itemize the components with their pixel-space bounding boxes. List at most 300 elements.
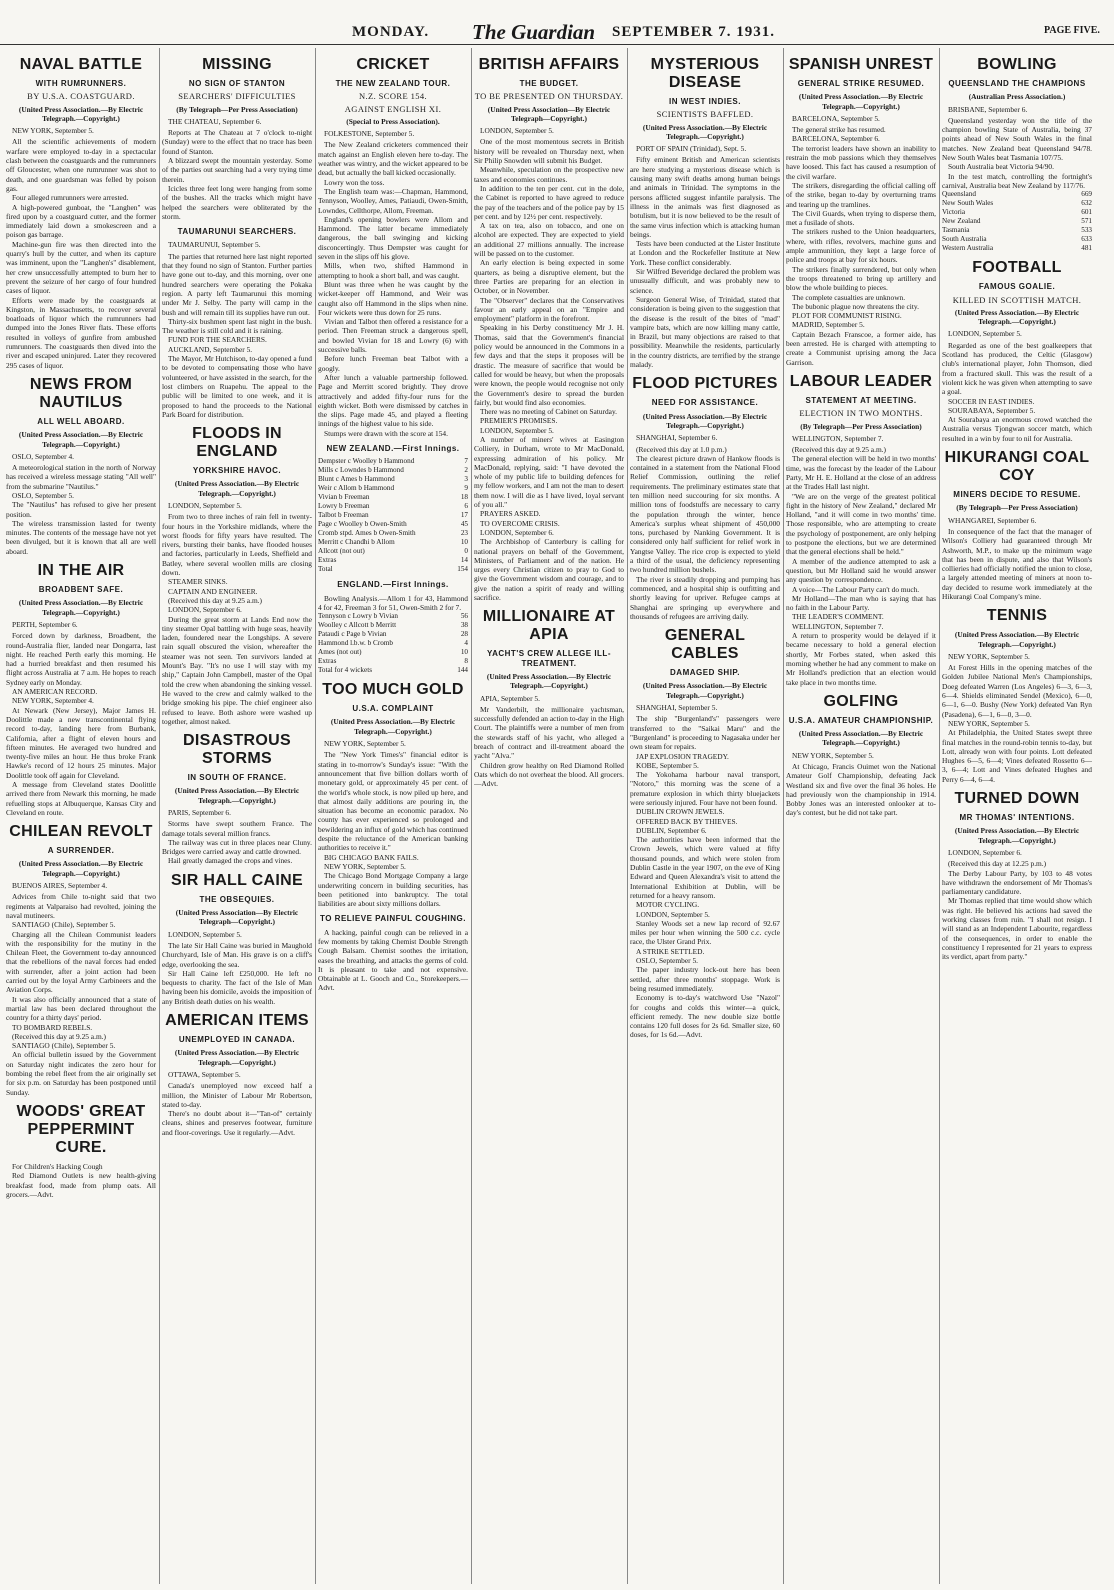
paragraph: The general election will be held in two months' time, was the forecast by the leader of the Labour Party, Mr H. E. Holland at the close of an address at the Trades Hall last night.: [786, 454, 936, 492]
wire-credit: (United Press Association.—By Electric Telegraph.—Copyright.): [642, 122, 768, 141]
score-value: 18: [460, 493, 468, 502]
paragraph: Regarded as one of the best goalkeepers that Scotland has produced, the Celtic (Glasgow) club's international player, John Thomson, died from a fractured skull. This was the result of a violent kick he was given when attempting to save a goal.: [942, 340, 1092, 397]
paragraph: Hail greatly damaged the crops and vines.: [168, 856, 293, 866]
article-body: [162, 1081, 312, 1137]
article: [942, 259, 1092, 443]
article: [318, 56, 468, 438]
article: [630, 56, 780, 369]
wire-credit: (United Press Association.—By Electric Telegraph.—Copyright.): [954, 630, 1080, 649]
paragraph: The bubonic plague now threatens the city.: [792, 301, 919, 311]
paragraph: From two to three inches of rain fell in twenty-four hours in the Yorkshire midlands, where the worst floods for fifty years have resulted. The rivers, bursting their banks, have flooded houses and factories, particularly in Leeds, Sheffield and Batley, where several woollen mills are closing down.: [162, 512, 312, 578]
dateline: THE CHATEAU, September 6.: [168, 116, 262, 126]
paragraph: NEW YORK, September 4.: [12, 696, 94, 706]
paragraph: All the scientific achievements of modern warfare were employed to-day in a spectacular clash between the coastguards and the rumrunners off Gloucester, when one rumrunner was shot to death, and one guardsman was felled by poison gas.: [6, 137, 156, 193]
score-name: Lowry b Freeman: [318, 502, 370, 511]
dateline: WELLINGTON, September 7.: [792, 433, 884, 443]
score-row: [942, 235, 1092, 244]
headline: SPANISH UNREST: [788, 56, 934, 73]
masthead-page-number: PAGE FIVE.: [1044, 25, 1100, 36]
headline: LABOUR LEADER: [789, 372, 933, 390]
article-body: [942, 527, 1092, 601]
wire-credit: (United Press Association.—By Electric Telegraph.—Copyright.): [18, 104, 144, 123]
paragraph: The terrorist leaders have shown an inability to restrain the mob passions which they themselves have loosed. This fact has caused a resumption of the civil warfare.: [786, 143, 936, 181]
paragraph: TO BOMBARD REBELS.: [12, 1022, 93, 1032]
subheading: STATEMENT AT MEETING.: [805, 395, 917, 405]
article: [630, 627, 780, 1040]
article-body: [786, 125, 936, 367]
wire-credit: (Australian Press Association.): [968, 92, 1066, 102]
score-value: 56: [460, 612, 468, 621]
headline: BOWLING: [977, 56, 1057, 73]
paragraph: Fifty eminent British and American scientists are here studying a mysterious disease which is causing many swift deaths among human beings and animals in Trinidad. The symptoms in the persons afflicted suggest infantile paralysis. The illness in the animals was first diagnosed as botulism, but it is now believed to be the result of the same virus infection which is attacking human beings.: [630, 155, 780, 239]
article-body: [318, 594, 468, 613]
dateline: TAUMARUNUI, September 5.: [168, 240, 261, 250]
wire-credit: (United Press Association.—By Electric Telegraph.—Copyright.): [486, 671, 612, 691]
score-name: Queensland: [942, 190, 976, 199]
headline: MYSTERIOUS DISEASE: [650, 56, 760, 91]
paragraph: At Forest Hills in the opening matches of the Golden Jubilee National Men's Championships, Doeg defeated Warren (Los Angeles) 6—3, 6—3, 6—4. Shields eliminated Sendel (Mexico), 6—0, 6—1, 6—0. Bushy (New York) defeated Van Ryn (Pasadena), 6—1, 6—0, 3—0.: [942, 663, 1092, 719]
dateline: PARIS, September 6.: [168, 808, 231, 817]
article-body: [162, 128, 312, 221]
dateline: APIA, September 5.: [480, 693, 540, 703]
paragraph: The strikers finally surrendered, but only when the troops threatened to bring up artillery and blow the whole building to pieces.: [786, 264, 936, 293]
paragraph: JAP EXPLOSION TRAGEDY.: [636, 751, 729, 761]
paragraph: Four alleged rumrunners were arrested.: [12, 193, 129, 203]
article: [786, 693, 936, 818]
paragraph: BARCELONA, September 6.: [792, 134, 880, 144]
subheading: FAMOUS GOALIE.: [978, 282, 1056, 292]
headline: WOODS' GREAT PEPPERMINT CURE.: [16, 1102, 146, 1156]
score-row: [318, 612, 468, 621]
score-value: 45: [460, 520, 468, 529]
article-body: [942, 341, 1092, 443]
paragraph: The English team was:—Chapman, Hammond, Tennyson, Woolley, Ames, Patiaudi, Owen-Smith, Lowndes, Cellthorpe, Allom, Freeman.: [318, 186, 468, 215]
score-row: [318, 466, 468, 475]
paragraph: (Received this day at 9.25 a.m.): [12, 1031, 106, 1041]
paragraph: Mr Thomas replied that time would show which was right. He believed his actions had saved the working classes from ruin. "I shall not resign. I will stand as an Independent Labourite, regardless of the consequences, in order to enable the constituency I represented for 21 years to express its verdict, apart from party.": [942, 896, 1092, 962]
score-value: 10: [460, 538, 468, 547]
score-value: 2: [464, 466, 468, 475]
article: [6, 562, 156, 817]
score-table: [318, 457, 468, 574]
score-name: Western Australia: [942, 244, 994, 253]
paragraph: Reports at The Chateau at 7 o'clock to-night (Sunday) were to the effect that no trace has been found of Stanton.: [162, 128, 312, 156]
paragraph: Sir Wilfred Beveridge declared the problem was unusually difficult, and was probably new to science.: [630, 267, 780, 295]
score-name: Ames (not out): [318, 648, 362, 657]
paragraph: There was no meeting of Cabinet on Saturday.: [480, 407, 618, 417]
wire-credit: (By Telegraph—Per Press Association): [176, 104, 298, 114]
column-5: [630, 52, 780, 1582]
score-row: [942, 199, 1092, 208]
wire-credit: (United Press Association.—By Electric Telegraph.—Copyright.): [174, 479, 300, 498]
score-name: Weir c Allom b Hammond: [318, 484, 395, 493]
paragraph: SANTIAGO (Chile), September 5.: [12, 920, 116, 930]
score-value: 10: [460, 648, 468, 657]
paragraph: For Children's Hacking Cough: [12, 1161, 103, 1171]
subheading: THE BUDGET.: [519, 79, 579, 88]
score-name: Vivian b Freeman: [318, 493, 370, 502]
dateline: OTTAWA, September 5.: [168, 1069, 241, 1079]
paragraph: The strikers, disregarding the official calling off of the strike, began to-day by overturning trams and tearing up the tramlines.: [786, 180, 936, 209]
dateline: SHANGHAI, September 5.: [636, 703, 718, 713]
paragraph: A STRIKE SETTLED.: [636, 946, 705, 956]
article: [786, 373, 936, 687]
wire-credit: (By Telegraph—Per Press Association): [956, 503, 1078, 513]
headline: FOOTBALL: [972, 259, 1062, 277]
paragraph: The authorities have been informed that the Crown Jewels, which were valued at fifty thousand pounds, and which were stolen from Dublin Castle in the year 1907, on the eve of King Edward and Queen Alexandra's visit to attend the International Exhibition at Dublin, will be returned for a heavy ransom.: [630, 835, 780, 900]
score-value: 533: [1081, 226, 1092, 235]
paragraph: A blizzard swept the mountain yesterday. Some of the parties out searching had a very trying time therein.: [162, 156, 312, 184]
score-name: Talbot b Freeman: [318, 511, 369, 520]
paragraph: An official bulletin issued by the Government on Saturday night indicates the zero hour for bombing the rebel fleet from the air originally set for six p.m. on Saturday has been postponed until Sunday.: [6, 1050, 156, 1097]
score-row: [318, 621, 468, 630]
score-table: [942, 190, 1092, 253]
subheading: ENGLAND.—First Innings.: [337, 580, 449, 590]
score-name: New South Wales: [942, 199, 994, 208]
column-rule: [471, 48, 472, 1584]
article: [942, 449, 1092, 601]
article: [162, 1012, 312, 1137]
paragraph: (Received this day at 9.25 a.m.): [168, 595, 262, 605]
article-body: [6, 892, 156, 1097]
score-name: Pataudi c Page b Vivian: [318, 630, 387, 639]
subheading: NEW ZEALAND.—First Innings.: [326, 443, 460, 453]
score-row: [318, 556, 468, 565]
subheading: IN WEST INDIES.: [669, 97, 741, 106]
score-row: [318, 529, 468, 538]
score-value: 23: [460, 529, 468, 538]
score-row: [942, 244, 1092, 253]
subheading: U.S.A. AMATEUR CHAMPIONSHIP.: [788, 715, 934, 725]
paragraph: At Chicago, Francis Ouimet won the National Amateur Golf Championship, defeating Jack Westland six and five over the final 36 holes. He had previously won the championship in 1914. Bobby Jones was an interested onlooker at to-day's contest, but he did not take part.: [786, 762, 936, 818]
dateline: BUENOS AIRES, September 4.: [12, 881, 108, 891]
paragraph: During the great storm at Lands End now the tiny steamer Opal battling with huge seas, heavily laden, foundered near the Longships. A severe rain squall obscured the vision, whereafter the steamer was not seen. Ten survivors landed at Mount's Bay. "It's no use I will stay with my ship," Captain John Campbell, master of the Opal told the crew when abandoning the sinking vessel. He waved to the crew and calmly walked to the bridge smoking his pipe. The chief engineer also refused to leave. Both ashore were washed up together, almost naked.: [162, 614, 312, 726]
paragraph: Stanley Woods set a new lap record of 92.67 miles per hour when winning the 500 c.c. cycle race, the Ulster Grand Prix.: [630, 918, 780, 947]
headline: NEWS FROM NAUTILUS: [29, 375, 133, 411]
subheading: ALL WELL ABOARD.: [37, 416, 125, 426]
dateline: WHANGAREI, September 6.: [948, 515, 1037, 525]
article: [318, 444, 468, 574]
paragraph: Surgeon General Wise, of Trinidad, stated that consideration is being given to the suggestion that the disease is the result of the bites of "mad" vampire bats, which are now killing many cattle, in Brazil, but many objections are raised to that possibility. Meanwhile the residents, particularly in the country districts, are terrified by the strange malady.: [630, 294, 780, 370]
article-body: [318, 928, 468, 993]
article: [942, 790, 1092, 961]
paragraph: Speaking in his Derby constituency Mr J. H. Thomas, said that the Government's financial policy would be announced in the Commons in a few days and that the steps it proposes will be drastic. The measure of sacrifice that would be called for would be heavy, but when the proposals were known, the people would recognise not only the Government's desire to spread the burden fairly, but would find also economies.: [474, 323, 624, 407]
paragraph: Thirty-six bushmen spent last night in the bush. The weather is still cold and it is raining.: [162, 316, 312, 336]
paragraph: Red Diamond Outlets is new health-giving breakfast food, made from plump oats. All grocers.—Advt.: [6, 1171, 156, 1199]
article: [6, 376, 156, 556]
paragraph: The Chicago Bond Mortgage Company a large underwriting concern in building securities, has been petitioned into bankruptcy. The total liabilities are about sixty millions dollars.: [318, 871, 468, 909]
subheading: KILLED IN SCOTTISH MATCH.: [952, 294, 1082, 305]
score-row: [318, 666, 468, 675]
paragraph: Mr Vanderbilt, the millionaire yachtsman, successfully defended an action to-day in the High Court. The plaintiffs were a number of men from the stewards staff of his yacht, who alleged a breach of contract and ill-treatment aboard the yacht "Alva.": [474, 704, 624, 761]
article: [162, 732, 312, 866]
paragraph: Queensland yesterday won the title of the champion bowling State of Australia, being 37 points ahead of New South Wales in the final matches. New Zealand beat Queensland 94/78. New South Wales beat Tasmania 107/75.: [942, 115, 1092, 163]
score-name: Extras: [318, 556, 337, 565]
score-name: Page c Woolley b Owen-Smith: [318, 520, 407, 529]
wire-credit: (United Press Association.—By Electric Telegraph.—Copyright.): [174, 1048, 300, 1067]
score-name: Allcott (not out): [318, 547, 365, 556]
dateline: LONDON, September 5.: [168, 500, 242, 510]
article: [162, 56, 312, 221]
paragraph: After lunch a valuable partnership followed. Page and Merritt scored brightly. They drove attractively and added fifty-four runs for the eighth wicket. Both were dismissed by catches in the slips. Page made 45, and played a fleeting innings of the highest value to his side.: [318, 372, 468, 429]
score-value: 0: [464, 547, 468, 556]
score-row: [318, 502, 468, 511]
score-row: [318, 639, 468, 648]
paragraph: The Mayor, Mr Hutchison, to-day opened a fund to be devoted to compensating those who have volunteered, or have assisted in the search, for the lost climbers on Ruapehu. The appeal to the public will be limited to one week, and it is proposed to hand the proceeds to the National Park Board for distribution.: [162, 354, 312, 419]
article-body: [474, 705, 624, 789]
paragraph: Charging all the Chilean Communist leaders with the responsibility for the mutiny in the Chilean Fleet, the Government to-day announced that the rebellions of the naval forces had ended with surrender, after a joint action had been carried out by the loyal Army Carbineers and the Aviation Corps.: [6, 929, 156, 995]
score-value: 9: [464, 484, 468, 493]
wire-credit: (By Telegraph—Per Press Association): [800, 421, 922, 431]
paragraph: SOCCER IN EAST INDIES.: [948, 396, 1035, 406]
masthead-date: SEPTEMBER 7. 1931.: [612, 24, 776, 40]
article: [474, 56, 624, 602]
score-name: Victoria: [942, 208, 966, 217]
score-row: [942, 226, 1092, 235]
headline: GOLFING: [823, 692, 899, 710]
paragraph: A hacking, painful cough can be relieved in a few moments by taking Chemist Double Strength Cough Balsam. Chemist soothes the irritation, eases the breathing, and attacks the germs of cold. It is pleasant to take and not expensive. Obtainable at L. Gooch and Co., Storekeepers.—Advt.: [318, 927, 468, 993]
wire-credit: (United Press Association.—By Electric Telegraph.—Copyright.): [642, 681, 768, 700]
dateline: NEW YORK, September 5.: [948, 651, 1030, 661]
wire-credit: (United Press Association.—By Electric Telegraph.—Copyright.): [798, 729, 924, 748]
paragraph: A number of miners' wives at Easington Colliery, in Durham, wrote to Mr MacDonald, expressing admiration of his policy. Mr MacDonald, replying, said: "I have devoted the whole of my public life to building defences for my fellow workers, and I am not the man to desert them now. I will die as I have lived, loyal servant of you all.": [474, 434, 624, 510]
paragraph: LONDON, September 5.: [636, 909, 710, 919]
score-row: [318, 520, 468, 529]
wire-credit: (United Press Association.—By Electric Telegraph.—Copyright.): [18, 598, 144, 617]
score-value: 481: [1081, 244, 1092, 253]
subheading: A SURRENDER.: [47, 846, 115, 856]
subheading: GENERAL STRIKE RESUMED.: [797, 79, 925, 88]
paragraph: PRAYERS ASKED.: [480, 509, 541, 519]
dateline: OSLO, September 4.: [12, 451, 74, 461]
paragraph: A high-powered gunboat, the "Langhen" was fired upon by a coastguard cutter, and the former immediately laid down a smokescreen and a poison gas barrage.: [6, 202, 156, 240]
paragraph: STEAMER SINKS.: [168, 577, 228, 587]
column-1: [6, 52, 156, 1582]
paragraph: CAPTAIN AND ENGINEER.: [168, 586, 258, 596]
headline: MILLIONAIRE AT APIA: [482, 608, 616, 644]
paragraph: MADRID, September 5.: [792, 320, 865, 330]
paragraph: SOURABAYA, September 5.: [948, 405, 1036, 415]
paragraph: Vivian and Talbot then offered a resistance for a period. Then Freeman struck a dangerous spell, and bowled Vivian for 18 and Lowry (6) with successive balls.: [318, 317, 468, 355]
article-body: [786, 445, 936, 687]
headline: FLOODS IN ENGLAND: [192, 425, 282, 461]
score-name: Tasmania: [942, 226, 970, 235]
paragraph: OSLO, September 5.: [636, 956, 698, 966]
headline: DISASTROUS STORMS: [183, 732, 291, 768]
paragraph: PREMIER'S PROMISES.: [480, 416, 558, 426]
wire-credit: (United Press Association.—By Electric Telegraph.—Copyright.): [642, 411, 768, 430]
headline: FLOOD PICTURES: [632, 375, 778, 393]
article: [6, 823, 156, 1097]
subheading: BROADBENT SAFE.: [38, 585, 124, 595]
article-body: [630, 714, 780, 1039]
paragraph: The ship "Burgenland's" passengers were transferred to the "Saikai Maru" and the "Burgenland" is proceeding to Nagasaka under her own steam for repairs.: [630, 714, 780, 752]
headline: AMERICAN ITEMS: [165, 1012, 309, 1030]
subheading: YACHT'S CREW ALLEGE ILL-TREATMENT.: [487, 649, 611, 668]
article-body: [630, 445, 780, 622]
dateline: PORT OF SPAIN (Trinidad), Sept. 5.: [636, 144, 747, 154]
headline: HIKURANGI COAL COY: [944, 449, 1090, 485]
article-body: [630, 155, 780, 369]
score-value: 144: [457, 666, 468, 675]
wire-credit: (United Press Association.—By Electric Telegraph.—Copyright.): [798, 92, 924, 111]
paragraph: The railway was cut in three places near Cluny. Bridges were carried away and cattle drowned.: [162, 837, 312, 857]
dateline: BRISBANE, September 6.: [948, 104, 1028, 114]
score-row: [318, 475, 468, 484]
paragraph: A member of the audience attempted to ask a question, but Mr Holland said he would answer any question by correspondence.: [786, 556, 936, 585]
score-name: Merritt c Chandhi b Allom: [318, 538, 395, 547]
subheading: THE NEW ZEALAND TOUR.: [335, 79, 451, 88]
wire-credit: (United Press Association.—By Electric Telegraph.—Copyright.): [330, 717, 456, 736]
subheading: SCIENTISTS BAFFLED.: [656, 109, 754, 120]
article-body: [162, 941, 312, 1006]
wire-credit: (United Press Association.—By Electric Telegraph.—Copyright.): [174, 786, 300, 805]
paragraph: Captain Bezach Franscoe, a former aide, has been arrested. He is charged with attempting to create a Communist uprising among the Jaca Garrison.: [786, 329, 936, 367]
paragraph: Canada's unemployed now exceed half a million, the Minister of Labour Mr Robertson, stated to-day.: [162, 1081, 312, 1109]
score-name: Total: [318, 565, 333, 574]
score-row: [318, 657, 468, 666]
article: [162, 227, 312, 419]
article: [942, 56, 1092, 253]
paragraph: A meteorological station in the north of Norway has received a wireless message stating "All well" from the submarine "Nautilus.": [6, 463, 156, 491]
score-value: 38: [460, 621, 468, 630]
paragraph: LONDON, September 6.: [480, 527, 554, 537]
paragraph: There's no doubt about it—"Tan-of" certainly cleans, shines and preserves footwear, furniture and floor-coverings. Use it regularly.—Advt.: [162, 1109, 312, 1137]
score-value: 4: [464, 639, 468, 648]
paragraph: AN AMERICAN RECORD.: [12, 687, 98, 697]
paragraph: OFFERED BACK BY THIEVES.: [636, 816, 738, 826]
headline: CHILEAN REVOLT: [9, 823, 153, 841]
paragraph: (Received this day at 9.25 a.m.): [792, 445, 886, 455]
column-6: [786, 52, 936, 1582]
headline: IN THE AIR: [37, 562, 125, 580]
article: [318, 914, 468, 992]
score-value: 154: [457, 565, 468, 574]
headline: SIR HALL CAINE: [171, 871, 303, 889]
subheading: THE OBSEQUIES.: [199, 894, 275, 904]
score-row: [318, 538, 468, 547]
paragraph: Mr Holland—The man who is saying that has no faith in the Labour Party.: [786, 593, 936, 613]
headline: GENERAL CABLES: [664, 627, 746, 663]
dateline: LONDON, September 5.: [480, 126, 554, 136]
subheading: DAMAGED SHIP.: [670, 668, 740, 678]
paragraph: The Archbishop of Canterbury is calling for national prayers on behalf of the Government, Ministers, of Parliament and of the nation. He urges every Christian citizen to pray to God to give the Government wisdom and courage, and to give the nation a spirit of ready and willing sacrifice.: [474, 537, 624, 603]
score-value: 3: [464, 475, 468, 484]
column-7: [942, 52, 1092, 1582]
paragraph: The clearest picture drawn of Hankow floods is contained in a statement from the National Flood Relief Commission, outlining the relief requirements. The preliminary estimates state that ten million need succouring for six months. A million tons of foodstuffs are necessary to carry the population through the winter, hence America's surplus wheat shipment of 450,000 tons, purchased by Nanking Government. It is considered only half sufficient for relief work in Yangtse Valley. The rice crop is expected to yield a third of the usual, the deficiency representing two hundred million bushels.: [630, 453, 780, 575]
paragraph: The Civil Guards, when trying to disperse them, met a fusilade of shots.: [786, 208, 936, 228]
article: [942, 607, 1092, 784]
score-row: [318, 565, 468, 574]
score-name: New Zealand: [942, 217, 981, 226]
paragraph: The complete casualties are unknown.: [792, 292, 906, 302]
article-body: [474, 137, 624, 602]
paragraph: Before lunch Freeman beat Talbot with a googly.: [318, 354, 468, 373]
subheading: ELECTION IN TWO MONTHS.: [799, 408, 923, 419]
article: [6, 1103, 156, 1199]
article: [6, 56, 156, 370]
subheading: TO BE PRESENTED ON THURSDAY.: [474, 91, 624, 102]
article: [474, 608, 624, 788]
paragraph: Lowry won the toss.: [324, 177, 385, 187]
subheading: MR THOMAS' INTENTIONS.: [959, 813, 1075, 823]
dateline: LONDON, September 5.: [168, 929, 242, 939]
paragraph: England's opening bowlers were Allom and Hammond. The latter became immediately dangerous, the ball swinging and kicking disconcertingly. Thus Dempster was caught for seven in the slips off his glove.: [318, 214, 468, 262]
paragraph: TO OVERCOME CRISIS.: [480, 518, 560, 528]
paragraph: Stumps were drawn with the score at 154.: [324, 428, 448, 438]
subheading: UNEMPLOYED IN CANADA.: [178, 1035, 296, 1045]
paragraph: Icicles three feet long were hanging from some of the bushes. All the tracks which might have helped the searchers were obliterated by the storm.: [162, 183, 312, 221]
paragraph: A return to prosperity would be delayed if it became necessary to hold a general election shortly, Mr Forbes stated, when asked this morning whether he had any comment to make on Mr Holland's prediction that an election would take place in two months time.: [786, 631, 936, 687]
column-rule: [783, 48, 784, 1584]
dateline: LONDON, September 6.: [948, 847, 1022, 857]
article: [630, 375, 780, 621]
paragraph: KOBE, September 5.: [636, 760, 699, 770]
paragraph: Efforts were made by the coastguards at Kingston, in Massachusetts, to recover several boatloads of liquor which the rumrunners had dumped into the Jones River flats. These efforts resulted in volleys of gunfire from ambushed rumrunners. The coastguards then dived into the river and escaped uninjured. Later they recovered 295 cases of liquor.: [6, 295, 156, 370]
paragraph: At Newark (New Jersey), Major James H. Doolittle made a new transcontinental flying record to-day, landing here from Burbank, California, after a flight of eleven hours and fifteen minutes. He averaged two hundred and twenty-five miles an hour. He thus broke Frank Hawke's record of 12 hours 25 minutes. Major Doolittle took off again for Cleveland.: [6, 705, 156, 780]
article-body: [318, 140, 468, 438]
article: [318, 580, 468, 675]
subheading: WITH RUMRUNNERS.: [35, 79, 127, 88]
paragraph: The late Sir Hall Caine was buried in Maughold Churchyard, Isle of Man. His grave is on a cliff's edge, overlooking the sea.: [162, 940, 312, 969]
paragraph: The paper industry lock-out here has been settled, after three months' stoppage. Work is being resumed immediately.: [630, 965, 780, 993]
paragraph: Tests have been conducted at the Lister Institute at London and the Rockefeller Institute at New York. These conflict considerably.: [630, 239, 780, 267]
headline: CRICKET: [356, 56, 430, 73]
score-name: Woolley c Allcott b Merritt: [318, 621, 397, 630]
column-rule: [939, 48, 940, 1584]
paragraph: "We are on the verge of the greatest political fight in the history of New Zealand," declared Mr Holland, "and it will come in two months' time. Those responsible, who are attempting to create the psychology of postponement, are only helping to postpone the elections, but we are determined that the general elections shall be held.": [786, 491, 936, 557]
score-name: South Australia: [942, 235, 987, 244]
paragraph: The wireless transmission lasted for twenty minutes. The contents of the message have not yet been divulged, but it is known that all are well aboard.: [6, 518, 156, 556]
score-name: Extras: [318, 657, 337, 666]
column-2: [162, 52, 312, 1582]
score-row: [318, 484, 468, 493]
paragraph: The "Nautilus" has refused to give her present position.: [6, 500, 156, 519]
paragraph: The general strike has resumed.: [792, 125, 886, 135]
article: [162, 872, 312, 1006]
article-body: [942, 663, 1092, 784]
paragraph: (Received this day at 12.25 p.m.): [948, 859, 1047, 869]
score-row: [318, 547, 468, 556]
score-row: [318, 511, 468, 520]
paragraph: DUBLIN CROWN JEWELS.: [636, 807, 725, 817]
paragraph: South Australia beat Victoria 94/90.: [948, 162, 1054, 172]
paragraph: Blunt was three when he was caught by the wicket-keeper off Hammond, and Weir was caught also off Hammond in the slips when nine. Four wickets were thus down for 25 runs.: [318, 279, 468, 317]
paragraph: Storms have swept southern France. The damage totals several million francs.: [162, 819, 312, 838]
paragraph: LONDON, September 5.: [480, 425, 554, 435]
score-value: 632: [1081, 199, 1092, 208]
dateline: FOLKESTONE, September 5.: [324, 129, 415, 139]
headline: NAVAL BATTLE: [19, 56, 143, 73]
masthead: [0, 0, 1114, 45]
paragraph: The Derby Labour Party, by 103 to 48 votes have withdrawn the endorsement of Mr Thomas's parliamentary candidature.: [942, 868, 1092, 897]
article: [318, 681, 468, 908]
paragraph: In consequence of the fact that the manager of Wilson's Colliery had guaranteed through Mr Ashworth, M.P., to make up the minimum wage that has been in dispute, and also that Wilson's collieries had officially notified the union to close, a largely attended meeting of miners at noon to-day decided to resume work immediately at the Hikurangi Coal Company's mine.: [942, 526, 1092, 601]
article-body: [6, 137, 156, 369]
article-body: [162, 252, 312, 419]
wire-credit: (United Press Association—By Electric Telegraph—Copyright.): [487, 104, 611, 123]
subheading: TO RELIEVE PAINFUL COUGHING.: [319, 914, 466, 924]
score-row: [318, 648, 468, 657]
article-body: [162, 819, 312, 865]
headline: BRITISH AFFAIRS: [478, 56, 620, 73]
article-body: [162, 512, 312, 726]
paragraph: The Yokohama harbour naval transport, "Notoro," this morning was the scene of a premature explosion in which thirty bluejackets were seriously injured. Four have not been found.: [630, 770, 780, 807]
dateline: NEW YORK, September 5.: [324, 739, 406, 749]
paragraph: At Philadelphia, the United States swept three final matches in the round-robin tennis to-day, but Lott, already won with four points. Lott defeated Hughes 6—5, 6—4; Vines defeated Rossetto 6—3, 6—4; Lott and Vines defeated Hughes and Perry 6—4, 6—4.: [942, 728, 1092, 784]
paragraph: The "Observer" declares that the Conservatives favour an early appeal on an "Empire and employment" platform in the forefront.: [474, 295, 624, 324]
subheading: SEARCHERS' DIFFICULTIES: [178, 91, 296, 102]
